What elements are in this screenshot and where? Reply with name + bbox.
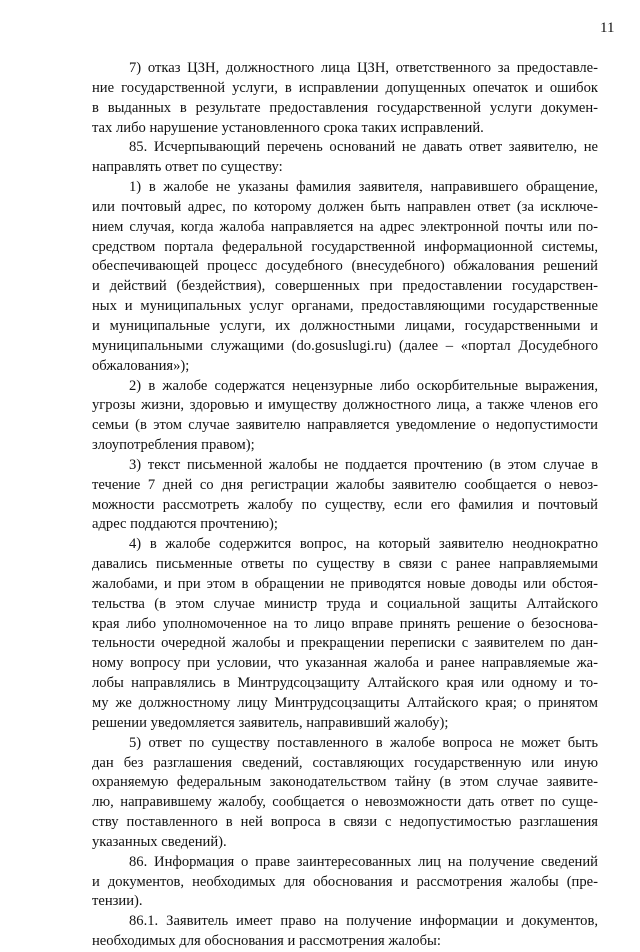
text-line: или почтовый адрес, по которому должен быть направлен ответ (за исключе- bbox=[92, 198, 598, 215]
text-line: необходимых для обоснования и рассмотрения жалобы: bbox=[92, 933, 441, 950]
text-line: тельности очередной жалобы и прекращении переписки с заявителем по дан- bbox=[92, 635, 598, 652]
text-line: семьи (в этом случае заявителю направляется уведомление о недопустимости bbox=[92, 417, 598, 434]
text-line: нием случая, когда жалоба направляется на адрес электронной почты или по- bbox=[92, 218, 598, 235]
text-line: ному вопросу при условии, что указанная жалоба и ранее направляемые жа- bbox=[92, 655, 598, 672]
text-line: можности рассмотреть жалобу по существу, если его фамилия и почтовый bbox=[92, 496, 598, 513]
text-line: злоупотребления правом); bbox=[92, 437, 255, 454]
text-line: ству поставленного в ней вопроса в связи с недопустимостью разглашения bbox=[92, 814, 598, 831]
page-number: 11 bbox=[600, 20, 615, 36]
text-line: 5) ответ по существу поставленного в жалобе вопроса не может быть bbox=[129, 734, 598, 751]
text-line: тензии). bbox=[92, 893, 143, 910]
text-line: 7) отказ ЦЗН, должностного лица ЦЗН, ответственного за предоставле- bbox=[129, 60, 598, 76]
text-line: дан без разглашения сведений, составляющих государственную или иную bbox=[92, 754, 598, 771]
text-line: 1) в жалобе не указаны фамилия заявителя, направившего обращение, bbox=[129, 179, 598, 196]
text-line: в выданных в результате предоставления государственной услуги докумен- bbox=[92, 99, 598, 116]
text-line: указанных сведений). bbox=[92, 833, 227, 850]
text-line: лю, направившему жалобу, сообщается о невозможности дать ответ по суще- bbox=[92, 794, 598, 811]
text-line: 2) в жалобе содержатся нецензурные либо оскорбительные выражения, bbox=[129, 377, 598, 394]
text-line: тельства (в этом случае министр труда и социальной защиты Алтайского bbox=[92, 595, 598, 612]
text-line: обеспечивающей процесс досудебного (внесудебного) обжалования решений bbox=[92, 258, 598, 275]
text-line: муниципальными служащими (do.gosuslugi.ru) (далее – «портал Досудебного bbox=[92, 337, 598, 354]
text-line: течение 7 дней со дня регистрации жалобы заявителю сообщается о невоз- bbox=[92, 476, 598, 493]
text-line: 4) в жалобе содержится вопрос, на который заявителю неоднократно bbox=[129, 536, 598, 553]
text-line: и действий (бездействия), совершенных при предоставлении государствен- bbox=[92, 278, 598, 295]
text-line: угрозы жизни, здоровью и имуществу должностного лица, а также членов его bbox=[92, 397, 598, 414]
text-line: решении уведомляется заявитель, направивший жалобу); bbox=[92, 714, 449, 731]
text-line: края либо уполномоченное на то лицо вправе принять решение о безоснова- bbox=[92, 615, 598, 632]
text-line: жалобами, и при этом в обращении не приводятся новые доводы или обстоя- bbox=[92, 575, 598, 592]
text-line: направлять ответ по существу: bbox=[92, 159, 283, 176]
text-line: средством портала федеральной государственной информационной системы, bbox=[92, 238, 598, 255]
text-line: охраняемую федеральным законодательством тайну (в этом случае заявите- bbox=[92, 774, 598, 791]
text-line: ных и муниципальных услуг органами, предоставляющими государственные bbox=[92, 298, 598, 315]
text-line: и муниципальные услуги, их должностными лицами, государственными и bbox=[92, 317, 598, 334]
text-line: адрес поддаются прочтению); bbox=[92, 516, 278, 533]
text-line: обжалования»); bbox=[92, 357, 190, 374]
text-line: лобы направлялись в Минтрудсоцзащиту Алтайского края или одному и то- bbox=[92, 675, 598, 692]
text-line: давались письменные ответы по существу в связи с ранее направляемыми bbox=[92, 556, 598, 573]
text-line: 3) текст письменной жалобы не поддается прочтению (в этом случае в bbox=[129, 456, 598, 473]
text-line: 86.1. Заявитель имеет право на получение информации и документов, bbox=[129, 913, 598, 930]
text-line: му же должностному лицу Минтрудсоцзащиты Алтайского края; о принятом bbox=[92, 695, 598, 711]
body-text bbox=[92, 59, 598, 952]
text-line: тах либо нарушение установленного срока таких исправлений. bbox=[92, 119, 484, 136]
text-line: и документов, необходимых для обоснования и рассмотрения жалобы (пре- bbox=[92, 873, 598, 890]
text-line: 85. Исчерпывающий перечень оснований не давать ответ заявителю, не bbox=[129, 139, 598, 156]
text-line: ние государственной услуги, в исправлении допущенных опечаток и ошибок bbox=[92, 79, 598, 96]
text-line: 86. Информация о праве заинтересованных лиц на получение сведений bbox=[129, 853, 598, 870]
